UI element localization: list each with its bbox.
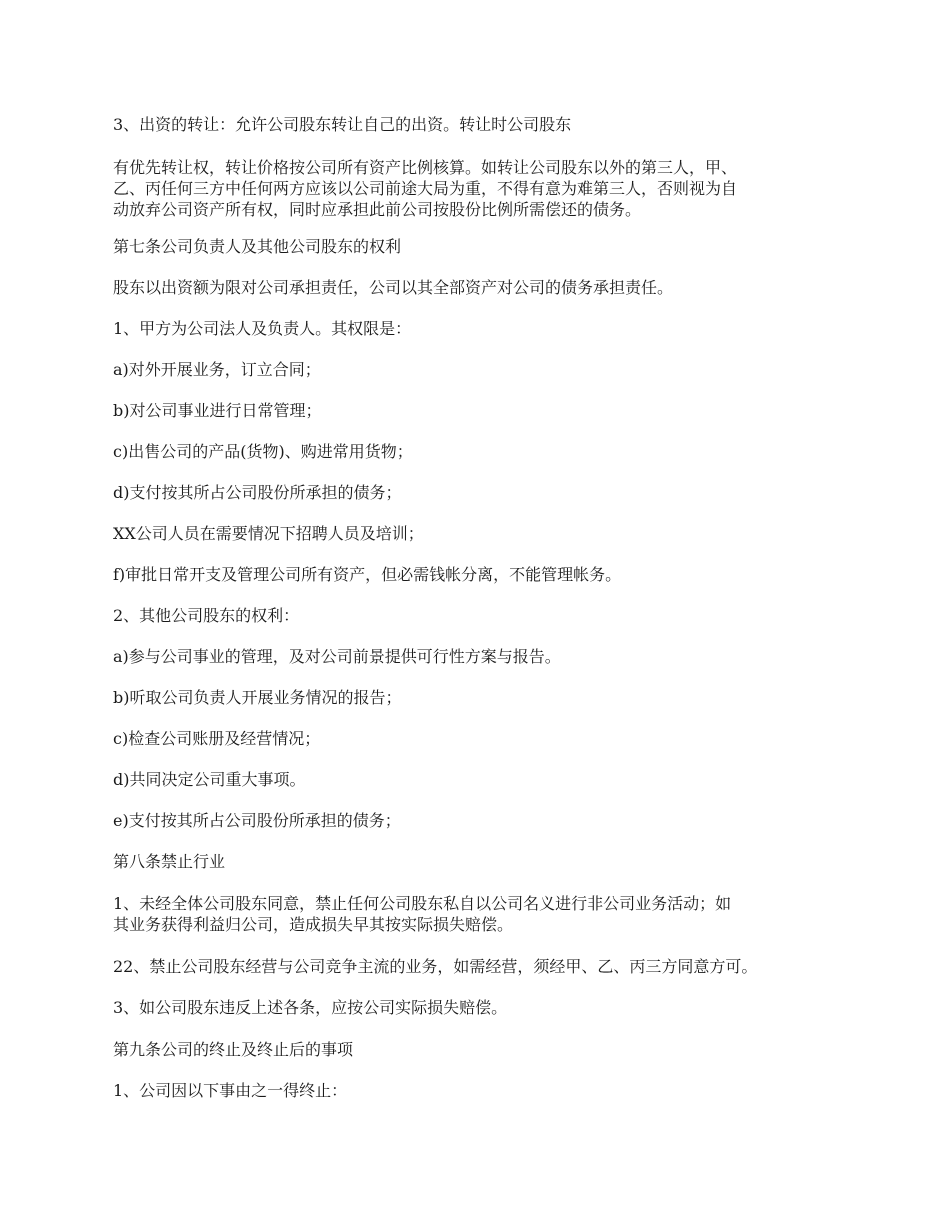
text-line: 2、其他公司股东的权利： <box>113 606 300 625</box>
text-line: d)共同决定公司重大事项。 <box>113 770 306 789</box>
paragraph-prohibition-2 <box>113 956 853 977</box>
text-line: 第七条公司负责人及其他公司股东的权利 <box>113 237 402 256</box>
text-line: b)听取公司负责人开展业务情况的报告； <box>113 688 402 707</box>
paragraph-party-a-rights <box>113 318 853 339</box>
text-line: 22、禁止公司股东经营与公司竞争主流的业务，如需经营，须经甲、乙、丙三方同意方可。 <box>113 957 758 976</box>
text-line: e)支付按其所占公司股份所承担的债务； <box>113 811 401 830</box>
text-line: XX公司人员在需要情况下招聘人员及培训； <box>113 524 424 543</box>
text-line: b)对公司事业进行日常管理； <box>113 401 322 420</box>
text-line: a)参与公司事业的管理，及对公司前景提供可行性方案与报告。 <box>113 647 561 666</box>
text-line: 1、未经全体公司股东同意，禁止任何公司股东私自以公司名义进行非公司业务活动；如 <box>113 894 732 913</box>
text-line: 有优先转让权，转让价格按公司所有资产比例核算。如转让公司股东以外的第三人，甲、 <box>113 158 738 177</box>
text-line: f)审批日常开支及管理公司所有资产，但必需钱帐分离，不能管理帐务。 <box>113 565 622 584</box>
text-line: 3、如公司股东违反上述各条，应按公司实际损失赔偿。 <box>113 998 508 1017</box>
paragraph-prohibition-1 <box>113 893 853 935</box>
list-item <box>113 523 853 544</box>
list-item <box>113 769 853 790</box>
section-heading-article-9 <box>113 1039 853 1060</box>
paragraph-other-shareholders-rights <box>113 605 853 626</box>
text-line: c)出售公司的产品(货物)、购进常用货物； <box>113 442 413 461</box>
list-item <box>113 810 853 831</box>
list-item <box>113 687 853 708</box>
paragraph-termination <box>113 1080 853 1101</box>
list-item <box>113 441 853 462</box>
text-line: 股东以出资额为限对公司承担责任，公司以其全部资产对公司的债务承担责任。 <box>113 278 674 297</box>
list-item <box>113 482 853 503</box>
section-heading-article-7 <box>113 236 853 257</box>
section-heading-article-8 <box>113 851 853 872</box>
list-item <box>113 646 853 667</box>
text-line: 动放弃公司资产所有权，同时应承担此前公司按股份比例所需偿还的债务。 <box>113 200 642 219</box>
text-line: 第八条禁止行业 <box>113 852 226 871</box>
text-line: c)检查公司账册及经营情况； <box>113 729 321 748</box>
paragraph-prohibition-3 <box>113 997 853 1018</box>
paragraph-liability <box>113 277 853 298</box>
text-line: 1、甲方为公司法人及负责人。其权限是： <box>113 319 412 338</box>
list-item <box>113 400 853 421</box>
text-line: 乙、丙任何三方中任何两方应该以公司前途大局为重，不得有意为难第三人，否则视为自 <box>113 179 738 198</box>
paragraph-capital-transfer <box>113 114 853 135</box>
list-item <box>113 359 853 380</box>
list-item <box>113 564 853 585</box>
text-line: a)对外开展业务，订立合同； <box>113 360 321 379</box>
text-line: 1、公司因以下事由之一得终止： <box>113 1081 348 1100</box>
text-line: 其业务获得利益归公司，造成损失早其按实际损失赔偿。 <box>113 915 514 934</box>
text-line: d)支付按其所占公司股份所承担的债务； <box>113 483 402 502</box>
paragraph-priority-transfer <box>113 157 853 220</box>
list-item <box>113 728 853 749</box>
text-line: 3、出资的转让：允许公司股东转让自己的出资。转让时公司股东 <box>113 115 572 134</box>
text-line: 第九条公司的终止及终止后的事项 <box>113 1040 354 1059</box>
